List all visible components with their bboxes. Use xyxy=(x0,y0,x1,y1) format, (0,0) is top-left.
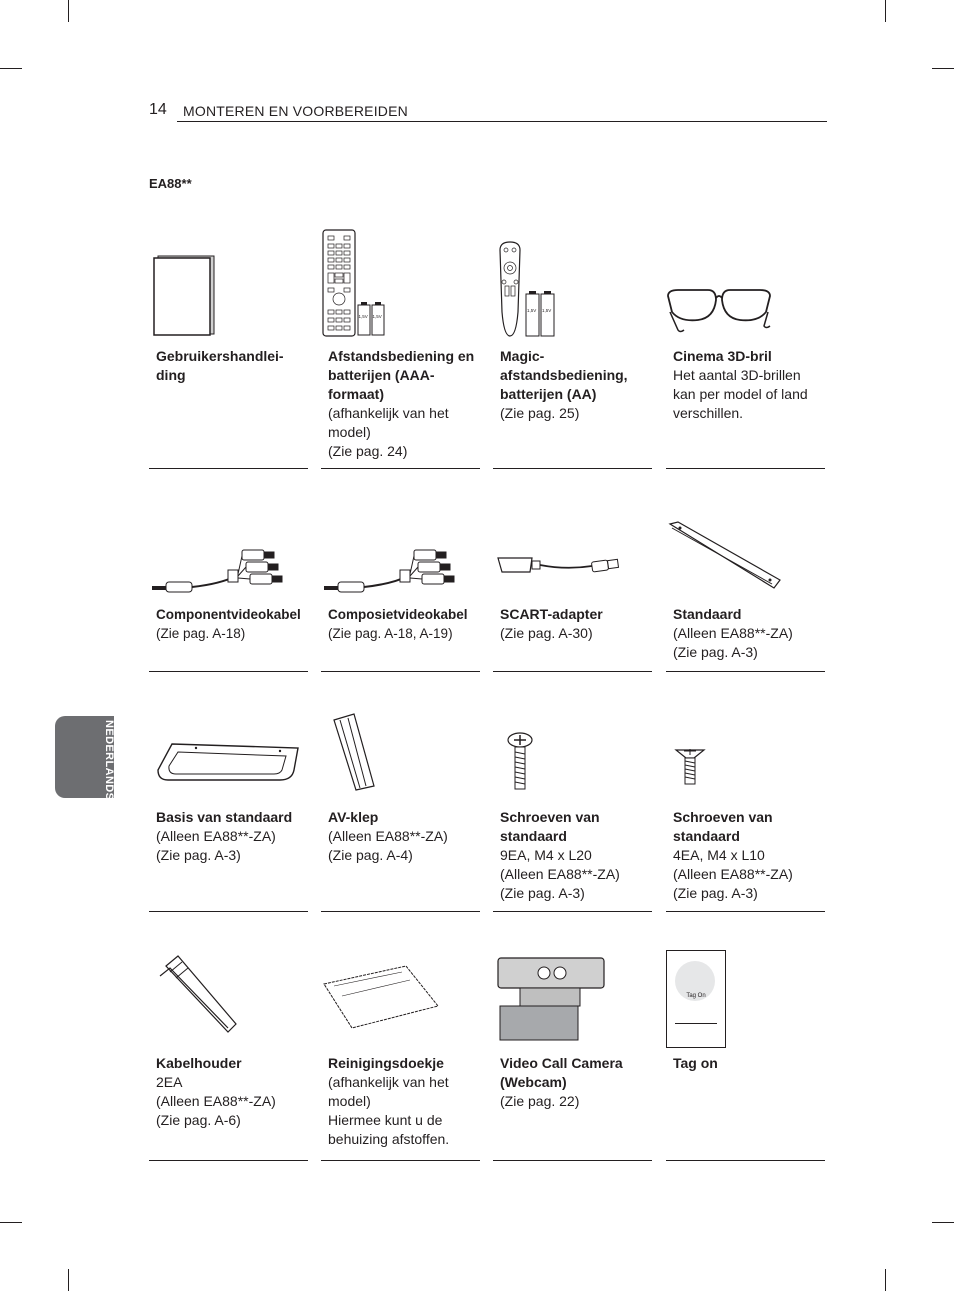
item-note: (Alleen EA88**-ZA) xyxy=(156,1093,276,1109)
composite-cable-illustration xyxy=(322,544,460,596)
remote-control-illustration xyxy=(320,228,390,340)
item-rule xyxy=(149,1160,308,1161)
item-note: (Zie pag. 25) xyxy=(500,405,580,421)
item-rule xyxy=(321,671,480,672)
section-title: MONTEREN EN VOORBEREIDEN xyxy=(183,103,408,119)
item-rule xyxy=(493,1160,652,1161)
crop-mark xyxy=(932,1222,954,1223)
item-note: 4EA, M4 x L10 xyxy=(673,847,765,863)
item-title: Magic-afstandsbediening, batterijen (AA) xyxy=(500,348,628,402)
battery-label: 1,5V xyxy=(527,308,537,313)
item-note: Het aantal 3D-brillen kan per model of land verschillen. xyxy=(673,367,808,421)
3d-glasses-illustration xyxy=(664,284,774,336)
stand-base-illustration xyxy=(156,740,306,786)
item-rule xyxy=(149,468,308,469)
item-title: Schroeven van standaard xyxy=(673,809,773,844)
item-rule xyxy=(666,671,825,672)
item-rule xyxy=(149,671,308,672)
item-note: (Zie pag. A-4) xyxy=(328,847,413,863)
item-note: (Zie pag. A-18) xyxy=(156,626,246,641)
model-label: EA88** xyxy=(149,176,192,191)
page-number: 14 xyxy=(149,101,167,118)
item-rule xyxy=(321,468,480,469)
item-note: (Alleen EA88**-ZA) xyxy=(500,866,620,882)
item-title: Kabelhouder xyxy=(156,1055,242,1071)
scart-adapter-illustration xyxy=(496,550,626,580)
battery-label: 1,5V xyxy=(358,314,368,319)
item-title: SCART-adapter xyxy=(500,606,603,622)
crop-mark xyxy=(0,68,22,69)
item-title: Gebruikershandlei-ding xyxy=(156,348,284,383)
crop-mark xyxy=(885,0,886,22)
stand-illustration xyxy=(668,520,782,592)
component-cable-illustration xyxy=(150,544,288,596)
item-title: AV-klep xyxy=(328,809,379,825)
crop-mark xyxy=(885,1269,886,1291)
item-note: (Zie pag. 22) xyxy=(500,1093,580,1109)
item-rule xyxy=(666,468,825,469)
magic-remote-illustration xyxy=(494,240,560,340)
item-title: Video Call Camera (Webcam) xyxy=(500,1055,623,1090)
item-note: (Zie pag. A-30) xyxy=(500,625,593,641)
av-cover-illustration xyxy=(330,712,378,792)
item-rule xyxy=(321,1160,480,1161)
item-rule xyxy=(666,911,825,912)
item-note: (Alleen EA88**-ZA) xyxy=(328,828,448,844)
webcam-illustration xyxy=(494,954,608,1044)
item-rule xyxy=(666,1160,825,1161)
user-manual-illustration xyxy=(152,254,216,336)
item-note: (Zie pag. A-3) xyxy=(156,847,241,863)
crop-mark xyxy=(932,68,954,69)
item-note: 9EA, M4 x L20 xyxy=(500,847,592,863)
battery-label: 1,5V xyxy=(372,314,382,319)
cleaning-cloth-illustration xyxy=(322,962,440,1032)
item-title: Schroeven van standaard xyxy=(500,809,600,844)
item-title: Cinema 3D-bril xyxy=(673,348,772,364)
item-title: Tag on xyxy=(673,1055,718,1071)
language-side-tab xyxy=(55,716,115,801)
item-title: Composietvideokabel xyxy=(328,607,468,622)
item-title: Componentvideokabel xyxy=(156,607,301,622)
item-rule xyxy=(149,911,308,912)
item-title: Standaard xyxy=(673,606,742,622)
item-rule xyxy=(321,911,480,912)
item-note: (Zie pag. A-3) xyxy=(500,885,585,901)
language-side-tab-label: NEDERLANDS xyxy=(103,720,115,801)
crop-mark xyxy=(0,1222,22,1223)
item-note: (Zie pag. 24) xyxy=(328,443,408,459)
tag-on-card-illustration xyxy=(666,950,726,1048)
item-note: 2EA xyxy=(156,1074,183,1090)
item-rule xyxy=(493,911,652,912)
crop-mark xyxy=(68,0,69,22)
item-rule xyxy=(493,468,652,469)
item-note: (Alleen EA88**-ZA) xyxy=(673,625,793,641)
item-note: (afhankelijk van het model) xyxy=(328,405,449,440)
item-note: (Zie pag. A-18, A-19) xyxy=(328,626,453,641)
item-title: Reinigingsdoekje xyxy=(328,1055,444,1071)
tag-on-card-label: Tag On xyxy=(686,993,706,999)
screw-short-illustration xyxy=(674,746,706,788)
cable-holder-illustration xyxy=(156,954,242,1034)
item-note: (Alleen EA88**-ZA) xyxy=(156,828,276,844)
item-note: Hiermee kunt u de behuizing afstoffen. xyxy=(328,1112,450,1147)
item-rule xyxy=(493,671,652,672)
item-title: Afstandsbediening en batterijen (AAA-formaat) xyxy=(328,348,475,402)
item-note: (Zie pag. A-3) xyxy=(673,885,758,901)
item-note: (Alleen EA88**-ZA) xyxy=(673,866,793,882)
screw-long-illustration xyxy=(504,730,536,792)
item-note: (Zie pag. A-3) xyxy=(673,644,758,660)
crop-mark xyxy=(68,1269,69,1291)
item-note: (Zie pag. A-6) xyxy=(156,1112,241,1128)
header-rule xyxy=(177,121,827,122)
item-note: (afhankelijk van het model) xyxy=(328,1074,449,1109)
item-title: Basis van standaard xyxy=(156,809,293,825)
battery-label: 1,5V xyxy=(542,308,552,313)
